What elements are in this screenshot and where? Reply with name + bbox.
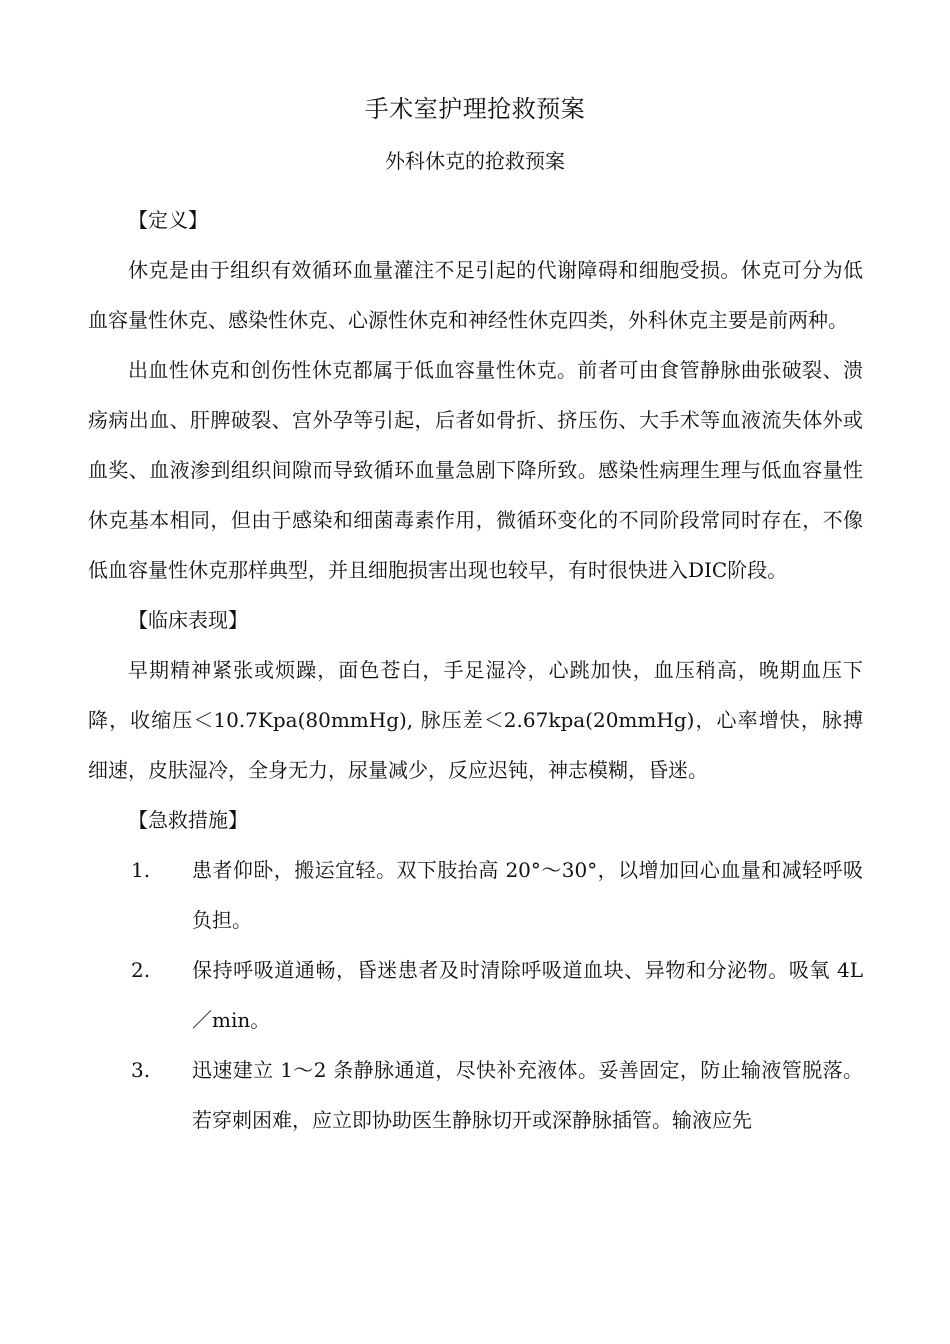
list-item-number: 3. xyxy=(131,1058,151,1082)
section-heading-emergency: 【急救措施】 xyxy=(128,808,248,832)
document-title: 手术室护理抢救预案 xyxy=(364,95,586,123)
paragraph-clinical-1: 早期精神紧张或烦躁，面色苍白，手足湿冷，心跳加快，血压稍高，晚期血压下降，收缩压＜10.7Kpa(80mmHg), 脉压差＜2.67kpa(20mmHg)，心率增快，脉搏细速，皮肤湿冷，全身无力，尿量减少，反应迟钝，神志模糊，昏迷。 xyxy=(88,658,863,782)
document-subtitle: 外科休克的抢救预案 xyxy=(385,149,565,173)
section-heading-clinical: 【临床表现】 xyxy=(128,608,248,632)
list-item-number: 2. xyxy=(131,958,151,982)
paragraph-definition-2: 出血性休克和创伤性休克都属于低血容量性休克。前者可由食管静脉曲张破裂、溃疡病出血、肝脾破裂、宫外孕等引起，后者如骨折、挤压伤、大手术等血液流失体外或血奖、血液渗到组织间隙而导致循环血量急剧下降所致。感染性病理生理与低血容量性休克基本相同，但由于感染和细菌毒素作用，微循环变化的不同阶段常同时存在，不像低血容量性休克那样典型，并且细胞损害出现也较早，有时很快进入DIC阶段。 xyxy=(88,358,863,582)
list-item xyxy=(88,1045,863,1145)
list-item-text: 患者仰卧，搬运宜轻。双下肢抬高 20°～30°，以增加回心血量和减轻呼吸负担。 xyxy=(192,858,863,932)
document-body xyxy=(88,195,863,1145)
list-item-text: 迅速建立 1～2 条静脉通道，尽快补充液体。妥善固定，防止输液管脱落。若穿刺困难，应立即协助医生静脉切开或深静脉插管。输液应先 xyxy=(192,1058,863,1132)
list-item-number: 1. xyxy=(131,858,151,882)
section-heading-definition: 【定义】 xyxy=(128,208,208,232)
list-item xyxy=(88,845,863,945)
list-item-text: 保持呼吸道通畅，昏迷患者及时清除呼吸道血块、异物和分泌物。吸氧 4L／min。 xyxy=(192,958,863,1032)
paragraph-definition-1: 休克是由于组织有效循环血量灌注不足引起的代谢障碍和细胞受损。休克可分为低血容量性休克、感染性休克、心源性休克和神经性休克四类，外科休克主要是前两种。 xyxy=(88,258,863,332)
list-item xyxy=(88,945,863,1045)
